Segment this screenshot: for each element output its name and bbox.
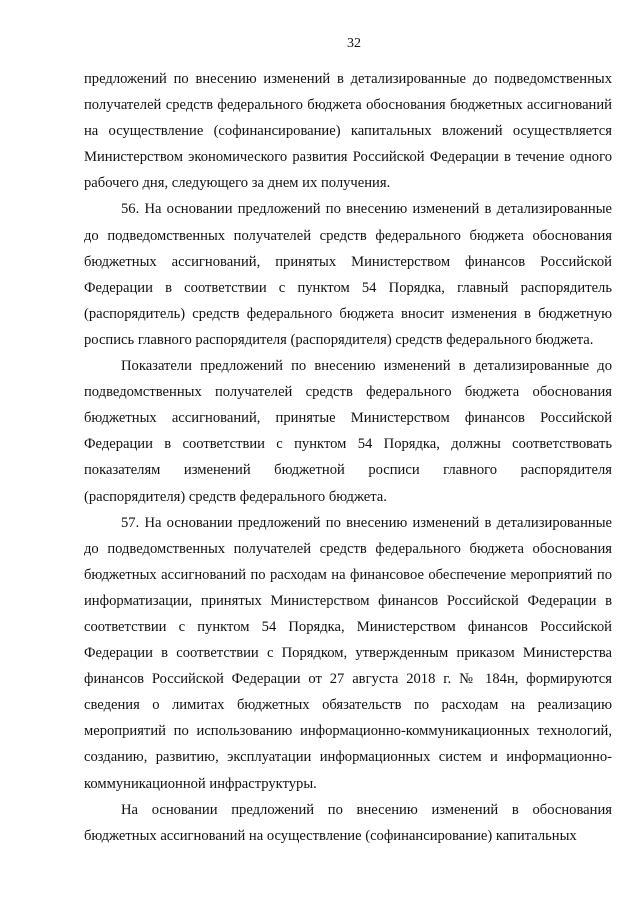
- paragraph-indicators: Показатели предложений по внесению изменений в детализированные до подведомственных получателей средств федерального бюджета обоснования бюджетных ассигнований, принятые Министерством финансов Российской Федерации в соответствии с пунктом 54 Порядка, должны соответствовать показателям изменений бюджетной росписи главного распорядителя (распорядителя) средств федерального бюджета.: [84, 358, 612, 505]
- paragraph-57: 57. На основании предложений по внесению изменений в детализированные до подведомственных получателей средств федерального бюджета обоснования бюджетных ассигнований по расходам на финансовое обеспечение мероприятий по информатизации, принятых Министерством финансов Российской Федерации в соответствии с пунктом 54 Порядка, Министерством финансов Российской Федерации в соответствии с Порядком, утвержденным приказом Министерства финансов Российской Федерации от 27 августа 2018 г. № 184н, формируются сведения о лимитах бюджетных обязательств по расходам на реализацию мероприятий по использованию информационно-коммуникационных технологий, созданию, развитию, эксплуатации информационных систем и информационно-коммуникационной инфраструктуры.: [84, 514, 612, 792]
- page-number: 32: [347, 36, 361, 51]
- paragraph-capital-investments: На основании предложений по внесению изменений в обоснования бюджетных ассигнований на осуществление (софинансирование) капитальных: [84, 801, 612, 844]
- paragraph-continuation: предложений по внесению изменений в детализированные до подведомственных получателей средств федерального бюджета обоснования бюджетных ассигнований на осуществление (софинансирование) капитальных вложений осуществляется Министерством экономического развития Российской Федерации в течение одного рабочего дня, следующего за днем их получения.: [84, 71, 612, 192]
- paragraph-56: 56. На основании предложений по внесению изменений в детализированные до подведомственных получателей средств федерального бюджета обоснования бюджетных ассигнований, принятых Министерством финансов Российской Федерации в соответствии с пунктом 54 Порядка, главный распорядитель (распорядитель) средств федерального бюджета вносит изменения в бюджетную роспись главного распорядителя (распорядителя) средств федерального бюджета.: [84, 201, 612, 348]
